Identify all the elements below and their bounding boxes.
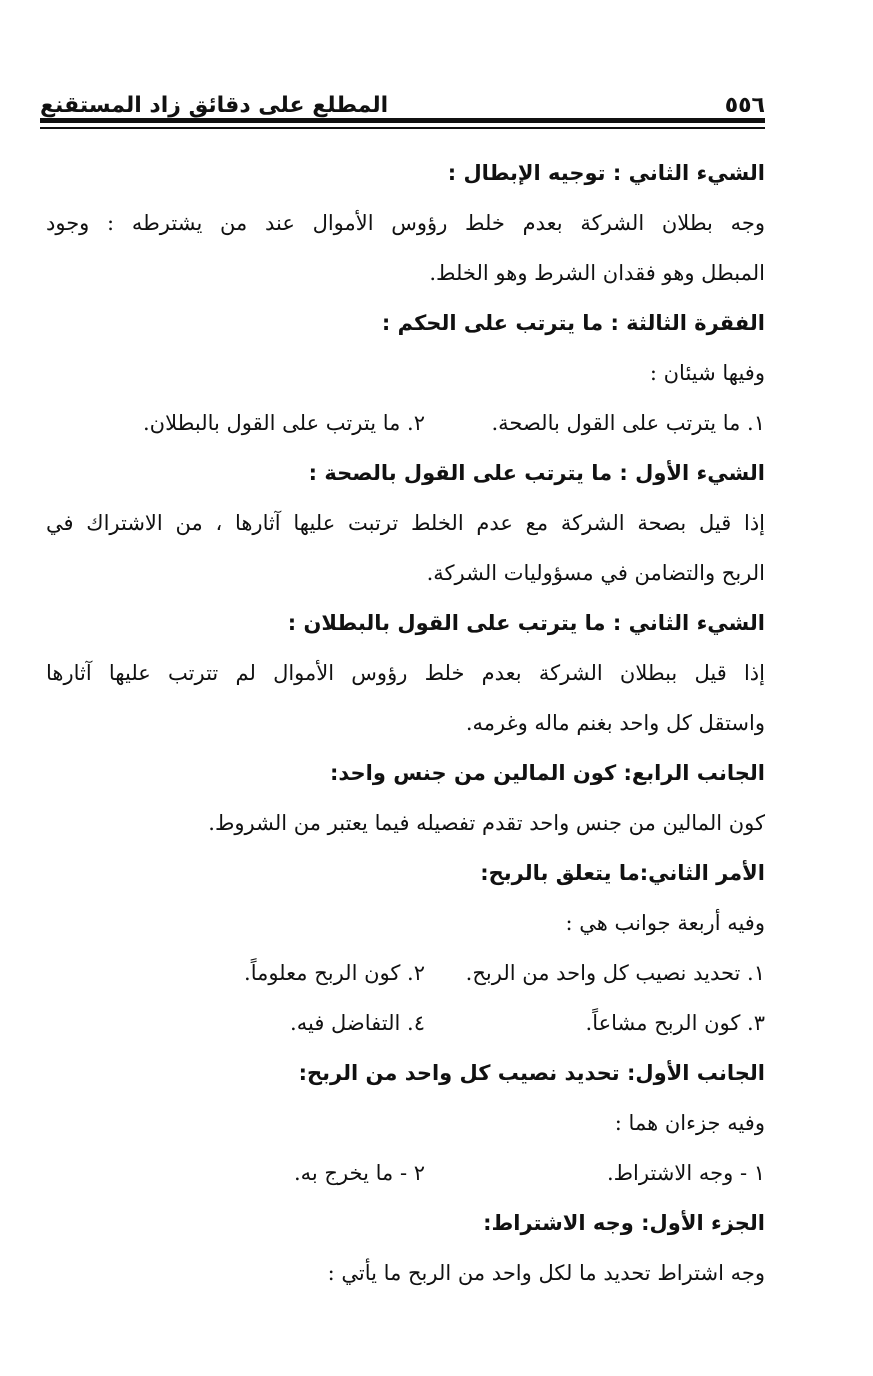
- list-item: ١. ما يترتب على القول بالصحة.: [491, 411, 765, 435]
- paragraph-line: وفيه أربعة جوانب هي :: [565, 911, 765, 935]
- numbered-list: [46, 998, 765, 1048]
- paragraph-line: وجه اشتراط تحديد ما لكل واحد من الربح ما يأتي :: [327, 1261, 765, 1285]
- paragraph-line: وجه بطلان الشركة بعدم خلط رؤوس الأموال عند من يشترطه : وجود: [46, 211, 765, 235]
- section-heading: الشيء الثاني : ما يترتب على القول بالبطلان :: [287, 611, 765, 635]
- section-heading: الشيء الأول : ما يترتب على القول بالصحة :: [308, 461, 765, 485]
- running-header: [40, 78, 765, 118]
- section-heading: الجانب الرابع: كون المالين من جنس واحد:: [330, 761, 765, 785]
- paragraph-line: المبطل وهو فقدان الشرط وهو الخلط.: [429, 261, 765, 285]
- paragraph-line: وفيها شيئان :: [649, 361, 765, 385]
- numbered-list: [46, 1148, 765, 1198]
- list-item: ١. تحديد نصيب كل واحد من الربح.: [465, 961, 765, 985]
- page-body: [46, 148, 765, 1298]
- list-item: ٢. كون الربح معلوماً.: [244, 961, 425, 985]
- list-item: ٣. كون الربح مشاعاً.: [585, 1011, 765, 1035]
- numbered-list: [46, 948, 765, 998]
- section-heading: الشيء الثاني : توجيه الإبطال :: [447, 161, 765, 185]
- list-item: ٤. التفاضل فيه.: [290, 1011, 425, 1035]
- running-title: المطلع على دقائق زاد المستقنع: [40, 93, 389, 118]
- paragraph-line: الربح والتضامن في مسؤوليات الشركة.: [426, 561, 765, 585]
- header-rule-thin: [40, 127, 765, 129]
- paragraph-line: إذا قيل بصحة الشركة مع عدم الخلط ترتبت عليها آثارها ، من الاشتراك في: [46, 511, 765, 535]
- section-heading: الجانب الأول: تحديد نصيب كل واحد من الربح:: [298, 1061, 765, 1085]
- paragraph-line: وفيه جزءان هما :: [614, 1111, 765, 1135]
- section-heading: الجزء الأول: وجه الاشتراط:: [483, 1211, 765, 1235]
- list-item: ١ - وجه الاشتراط.: [606, 1161, 765, 1185]
- numbered-list: [46, 398, 765, 448]
- list-item: ٢ - ما يخرج به.: [293, 1161, 425, 1185]
- header-rule-thick: [40, 118, 765, 123]
- paragraph-line: كون المالين من جنس واحد تقدم تفصيله فيما يعتبر من الشروط.: [208, 811, 765, 835]
- section-heading: الأمر الثاني:ما يتعلق بالربح:: [480, 861, 765, 885]
- page-number: ٥٥٦: [724, 93, 765, 118]
- section-heading: الفقرة الثالثة : ما يترتب على الحكم :: [381, 311, 765, 335]
- paragraph-line: واستقل كل واحد بغنم ماله وغرمه.: [465, 711, 765, 735]
- paragraph-line: إذا قيل ببطلان الشركة بعدم خلط رؤوس الأموال لم تترتب عليها آثارها: [46, 661, 765, 685]
- list-item: ٢. ما يترتب على القول بالبطلان.: [143, 411, 425, 435]
